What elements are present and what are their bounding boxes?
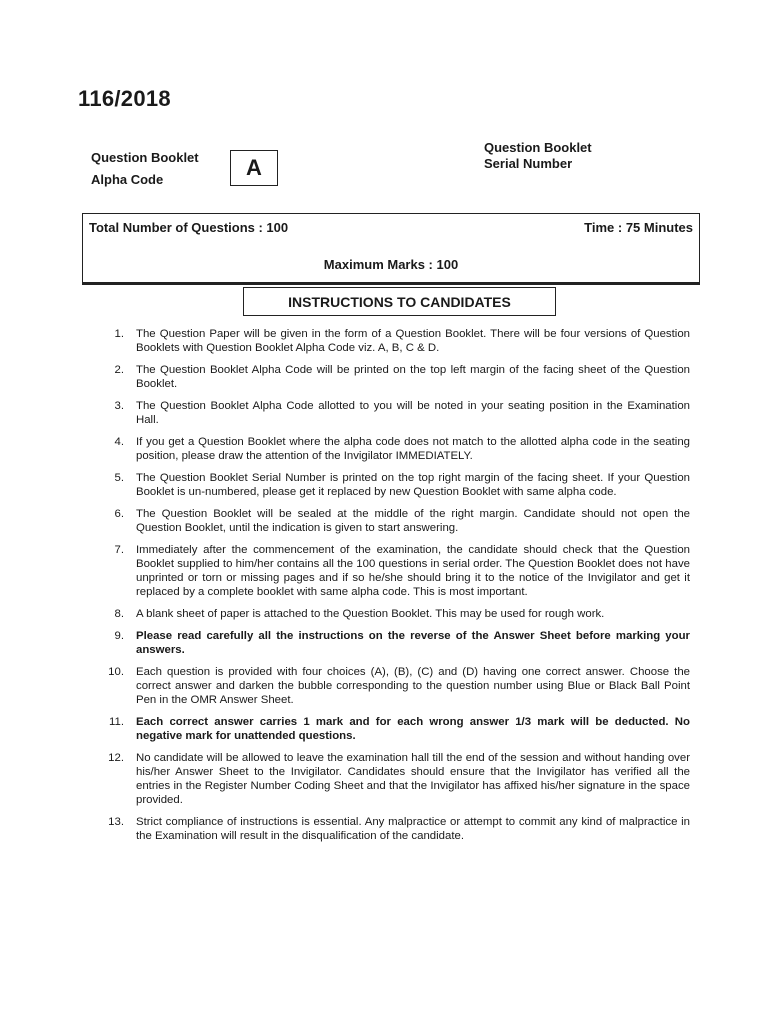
instruction-text: Each correct answer carries 1 mark and for each wrong answer 1/3 mark will be deducted. No negative mark for unattended questions. <box>136 716 690 742</box>
instruction-number: 4. <box>114 436 124 448</box>
instruction-item <box>100 665 690 707</box>
instruction-item <box>100 363 690 391</box>
instruction-text: A blank sheet of paper is attached to the Question Booklet. This may be used for rough work. <box>136 608 605 620</box>
alpha-code-label-line1: Question Booklet <box>91 150 199 165</box>
instruction-text: Strict compliance of instructions is essential. Any malpractice or attempt to commit any kind of malpractice in the Examination will result in the disqualification of the candidate. <box>136 816 690 842</box>
instruction-item <box>100 815 690 843</box>
instruction-number: 3. <box>114 400 124 412</box>
instruction-text: The Question Booklet will be sealed at the middle of the right margin. Candidate should not open the Question Booklet, until the indication is given to start answering. <box>136 508 690 534</box>
instruction-number: 5. <box>114 472 124 484</box>
instruction-item <box>100 327 690 355</box>
instruction-text: The Question Paper will be given in the form of a Question Booklet. There will be four versions of Question Booklets with Question Booklet Alpha Code viz. A, B, C & D. <box>136 328 690 354</box>
total-questions: Total Number of Questions : 100 <box>89 220 289 235</box>
instruction-item <box>100 543 690 599</box>
serial-label-line2: Serial Number <box>484 156 573 171</box>
instruction-number: 7. <box>114 544 124 556</box>
instruction-item <box>100 399 690 427</box>
alpha-code-box: A <box>230 150 278 186</box>
alpha-code-label <box>91 147 199 191</box>
instructions-title: INSTRUCTIONS TO CANDIDATES <box>243 287 556 316</box>
instruction-text: Each question is provided with four choices (A), (B), (C) and (D) having one correct answer. Choose the correct answer and darken the bubble corresponding to the question number using Blue or Black Ball Point Pen in the OMR Answer Sheet. <box>136 666 690 706</box>
instruction-item <box>100 471 690 499</box>
instruction-text: If you get a Question Booklet where the alpha code does not match to the allotted alpha code in the seating position, please draw the attention of the Invigilator IMMEDIATELY. <box>136 436 690 462</box>
exam-time: Time : 75 Minutes <box>584 220 693 235</box>
serial-label-line1: Question Booklet <box>484 140 592 155</box>
alpha-code-label-line2: Alpha Code <box>91 172 164 187</box>
instruction-number: 13. <box>108 816 124 828</box>
instruction-number: 10. <box>108 666 124 678</box>
instruction-text: The Question Booklet Alpha Code will be printed on the top left margin of the facing sheet of the Question Booklet. <box>136 364 690 390</box>
instruction-number: 8. <box>114 608 124 620</box>
maximum-marks: Maximum Marks : 100 <box>323 257 459 272</box>
exam-info-box <box>82 213 700 285</box>
instruction-item <box>100 629 690 657</box>
instruction-text: The Question Booklet Alpha Code allotted to you will be noted in your seating position in the Examination Hall. <box>136 400 690 426</box>
instruction-text: The Question Booklet Serial Number is printed on the top right margin of the facing sheet. If your Question Booklet is un-numbered, please get it replaced by new Question Booklet with same alpha code. <box>136 472 690 498</box>
instruction-number: 12. <box>108 752 124 764</box>
paper-code-number: 116/2018 <box>78 86 171 111</box>
instruction-item <box>100 751 690 807</box>
instruction-text: No candidate will be allowed to leave the examination hall till the end of the session and without handing over his/her Answer Sheet to the Invigilator. Candidates should ensure that the Invigilator has verified all the entries in the Register Number Coding Sheet and that the Invigilator has affixed his/her signature in the space provided. <box>136 752 690 806</box>
instruction-text: Immediately after the commencement of the examination, the candidate should check that the Question Booklet supplied to him/her contains all the 100 questions in serial order. The Question Booklet does not have unprinted or torn or missing pages and if so he/she should bring it to the notice of the Invigilator and get it replaced by a complete booklet with same alpha code. This is most important. <box>136 544 690 598</box>
instruction-number: 2. <box>114 364 124 376</box>
instruction-item <box>100 607 690 621</box>
instruction-item <box>100 715 690 743</box>
instruction-text: Please read carefully all the instructions on the reverse of the Answer Sheet before marking your answers. <box>136 630 690 656</box>
instructions-list <box>100 327 690 851</box>
instruction-number: 11. <box>109 716 124 728</box>
instruction-item <box>100 435 690 463</box>
instruction-number: 6. <box>114 508 124 520</box>
instruction-number: 1. <box>114 328 124 340</box>
serial-number-label <box>484 140 592 172</box>
instruction-item <box>100 507 690 535</box>
instruction-number: 9. <box>114 630 124 642</box>
